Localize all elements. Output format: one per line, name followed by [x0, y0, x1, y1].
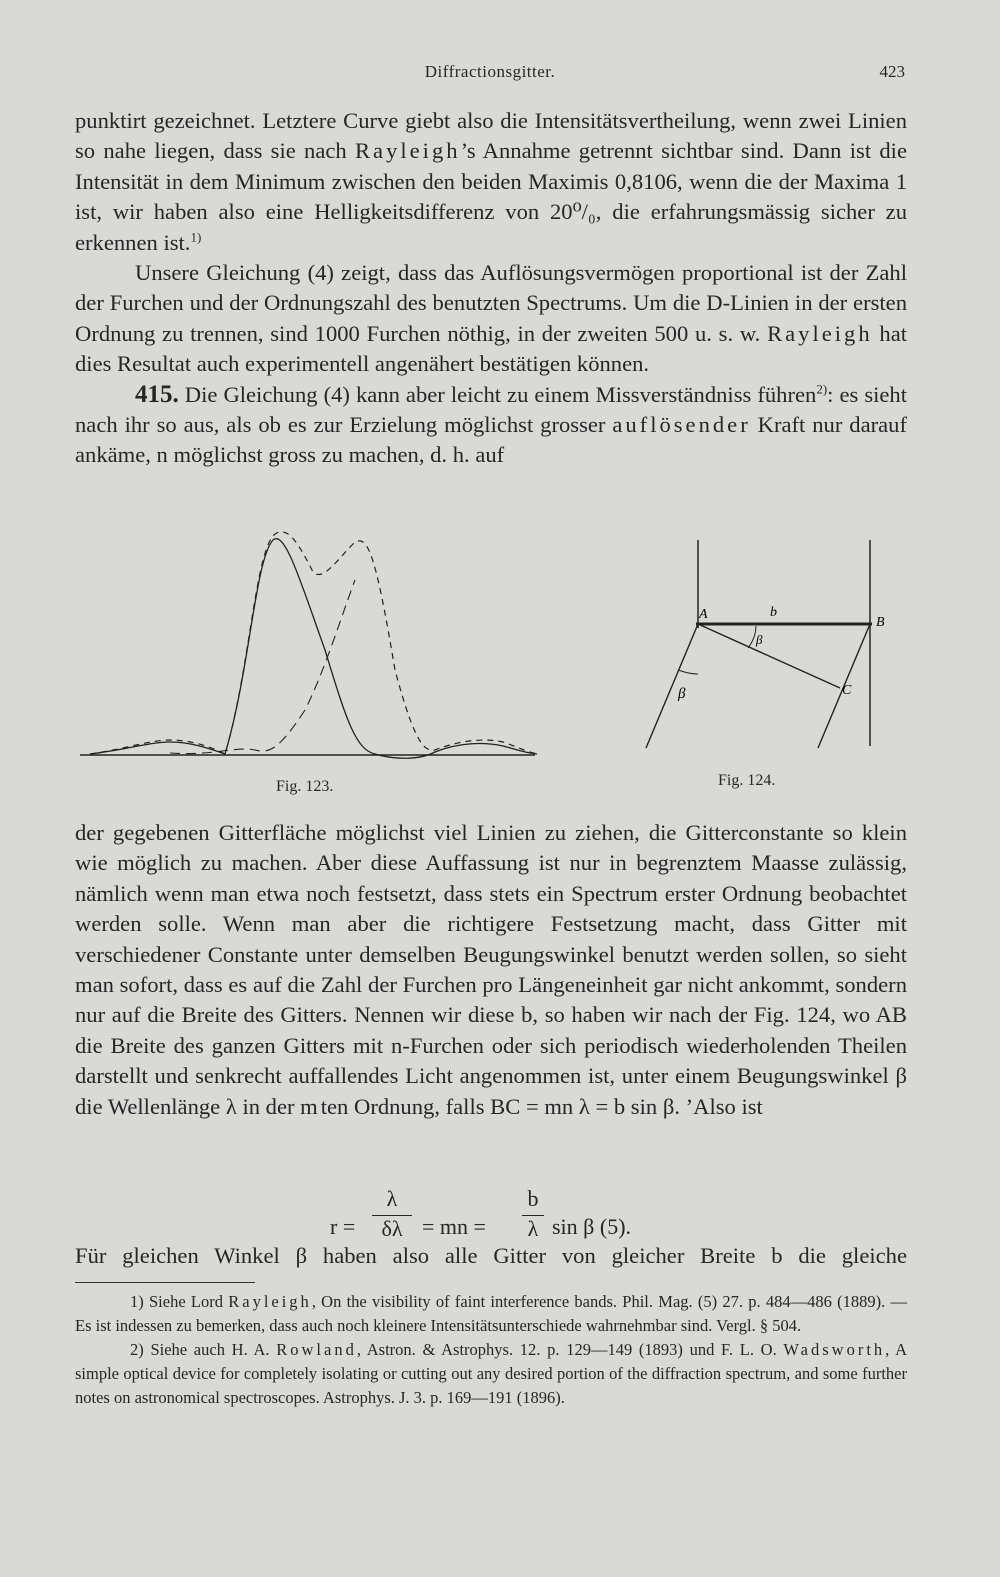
- equation-rhs: sin β (5).: [552, 1214, 632, 1239]
- second-line-dashed-curve: [170, 580, 355, 754]
- figure-123-caption: Fig. 123.: [276, 778, 334, 795]
- two-line-dashed-curve: [90, 532, 537, 754]
- page-header: [75, 60, 905, 90]
- footnote-rule: [75, 1282, 255, 1283]
- point-C-label: C: [842, 683, 852, 698]
- paragraph-2: Unsere Gleichung (4) zeigt, dass das Auflösungsvermögen proportional ist der Zahl der Furchen und der Ordnungszahl des benutzten Spectrums. Um die D-Linien in der ersten Ordnung zu trennen, sind 1000 Furchen nöthig, in der zweiten 500 u. s. w. Rayleigh hat dies Resultat auch experimentell angenähert bestätigen können.: [75, 260, 907, 377]
- figure-124-caption: Fig. 124.: [718, 772, 776, 789]
- footnote-ref-1: 1): [190, 229, 202, 245]
- point-A-label: A: [699, 607, 708, 622]
- beta-arc-left: [678, 670, 698, 674]
- paragraph-4: der gegebenen Gitterfläche möglichst viel Linien zu ziehen, die Gitterconstante so klein wie möglich zu machen. Aber diese Auffassung ist nur in begrenztem Maasse zulässig, nämlich wenn man etwa noch festsetzt, dass stets ein Spectrum erster Ordnung beobachtet werden solle. Wenn man aber die richtigere Festsetzung macht, dass Gitter mit verschiedener Constante unter demselben Beugungswinkel benutzt werden sollen, so sieht man sofort, dass es auf die Zahl der Furchen pro Längeneinheit gar nicht ankommt, sondern nur auf die Breite des Gitters. Nennen wir diese b, so haben wir nach der Fig. 124, wo AB die Breite des ganzen Gitters mit n-Furchen oder sich periodisch wiederholenden Theilen darstellt und senkrecht auffallendes Licht angenommen ist, unter einem Beugungswinkel β die Wellenlänge λ in der mten Ordnung, falls BC = mn λ = b sin β. ’Also ist: [75, 820, 907, 1119]
- beta-arc-top: [748, 626, 756, 648]
- footnotes: [75, 1290, 907, 1410]
- page-number: 423: [879, 62, 905, 81]
- footnote-2: 2) Siehe auch H. A. Rowland, Astron. & Astrophys. 12. p. 129—149 (1893) und F. L. O. Wadsworth, A simple optical device for completely isolating or cutting out any desired portion of the diffraction spectrum, and some further notes on astronomical spectroscopes. Astrophys. J. 3. p. 169—191 (1896).: [75, 1340, 907, 1407]
- author-name: Rayleigh: [767, 320, 873, 346]
- diffracted-ray-left: [646, 624, 698, 748]
- figure-124-diagram: [630, 536, 900, 766]
- sum-intensity-curve: [90, 539, 537, 759]
- author-name: Rayleigh: [354, 138, 461, 164]
- width-b-label: b: [770, 605, 777, 620]
- last-body-line: Für gleichen Winkel β haben also alle Gitter von gleicher Breite b die gleiche: [75, 1243, 907, 1268]
- text-block-top: [75, 106, 907, 471]
- paragraph-3: 415. Die Gleichung (4) kann aber leicht zu einem Missverständniss führen$^{2)}$: es sieht nach ihr so aus, als ob es zur Erzielung möglichst grosser auflösender Kraft nur darauf ankäme, n möglichst gross zu machen, d. h. auf: [75, 380, 907, 468]
- fraction-lambda-over-dlambda: λ δλ: [372, 1186, 412, 1246]
- point-B-label: B: [876, 615, 885, 630]
- text-block-middle: [75, 818, 907, 1122]
- path-difference-line: [698, 624, 840, 688]
- footnote-1: 1) Siehe Lord Rayleigh, On the visibility of faint interference bands. Phil. Mag. (5) 27. p. 484—486 (1889). — Es ist indessen zu bemerken, dass auch noch kleinere Intensitätsunterschiede wahrnehmbar sind. Vergl. § 504.: [75, 1292, 907, 1335]
- equation-lhs: r =: [330, 1214, 356, 1239]
- footnote-ref-2: 2): [816, 381, 828, 397]
- running-title: Diffractionsgitter.: [424, 62, 556, 81]
- beta-angle-left-label: β: [678, 686, 686, 702]
- paragraph-1: punktirt gezeichnet. Letztere Curve giebt also die Intensitätsvertheilung, wenn zwei Linien so nahe liegen, dass sie nach Rayleigh’s Annahme getrennt sichtbar sind. Dann ist die Intensität in dem Minimum zwischen den beiden Maximis 0,8106, wenn die der Maxima 1 ist, wir haben also eine Helligkeitsdifferenz von 20⁰/₀, die erfahrungsmässig sicher zu erkennen ist.$^{1)}$: [75, 108, 907, 255]
- section-number: 415.: [135, 380, 179, 408]
- fraction-b-over-lambda: b λ: [522, 1186, 544, 1246]
- equation-middle: = mn =: [422, 1214, 486, 1239]
- beta-angle-top-label: β: [756, 632, 763, 647]
- figure-123-diagram: [75, 520, 545, 780]
